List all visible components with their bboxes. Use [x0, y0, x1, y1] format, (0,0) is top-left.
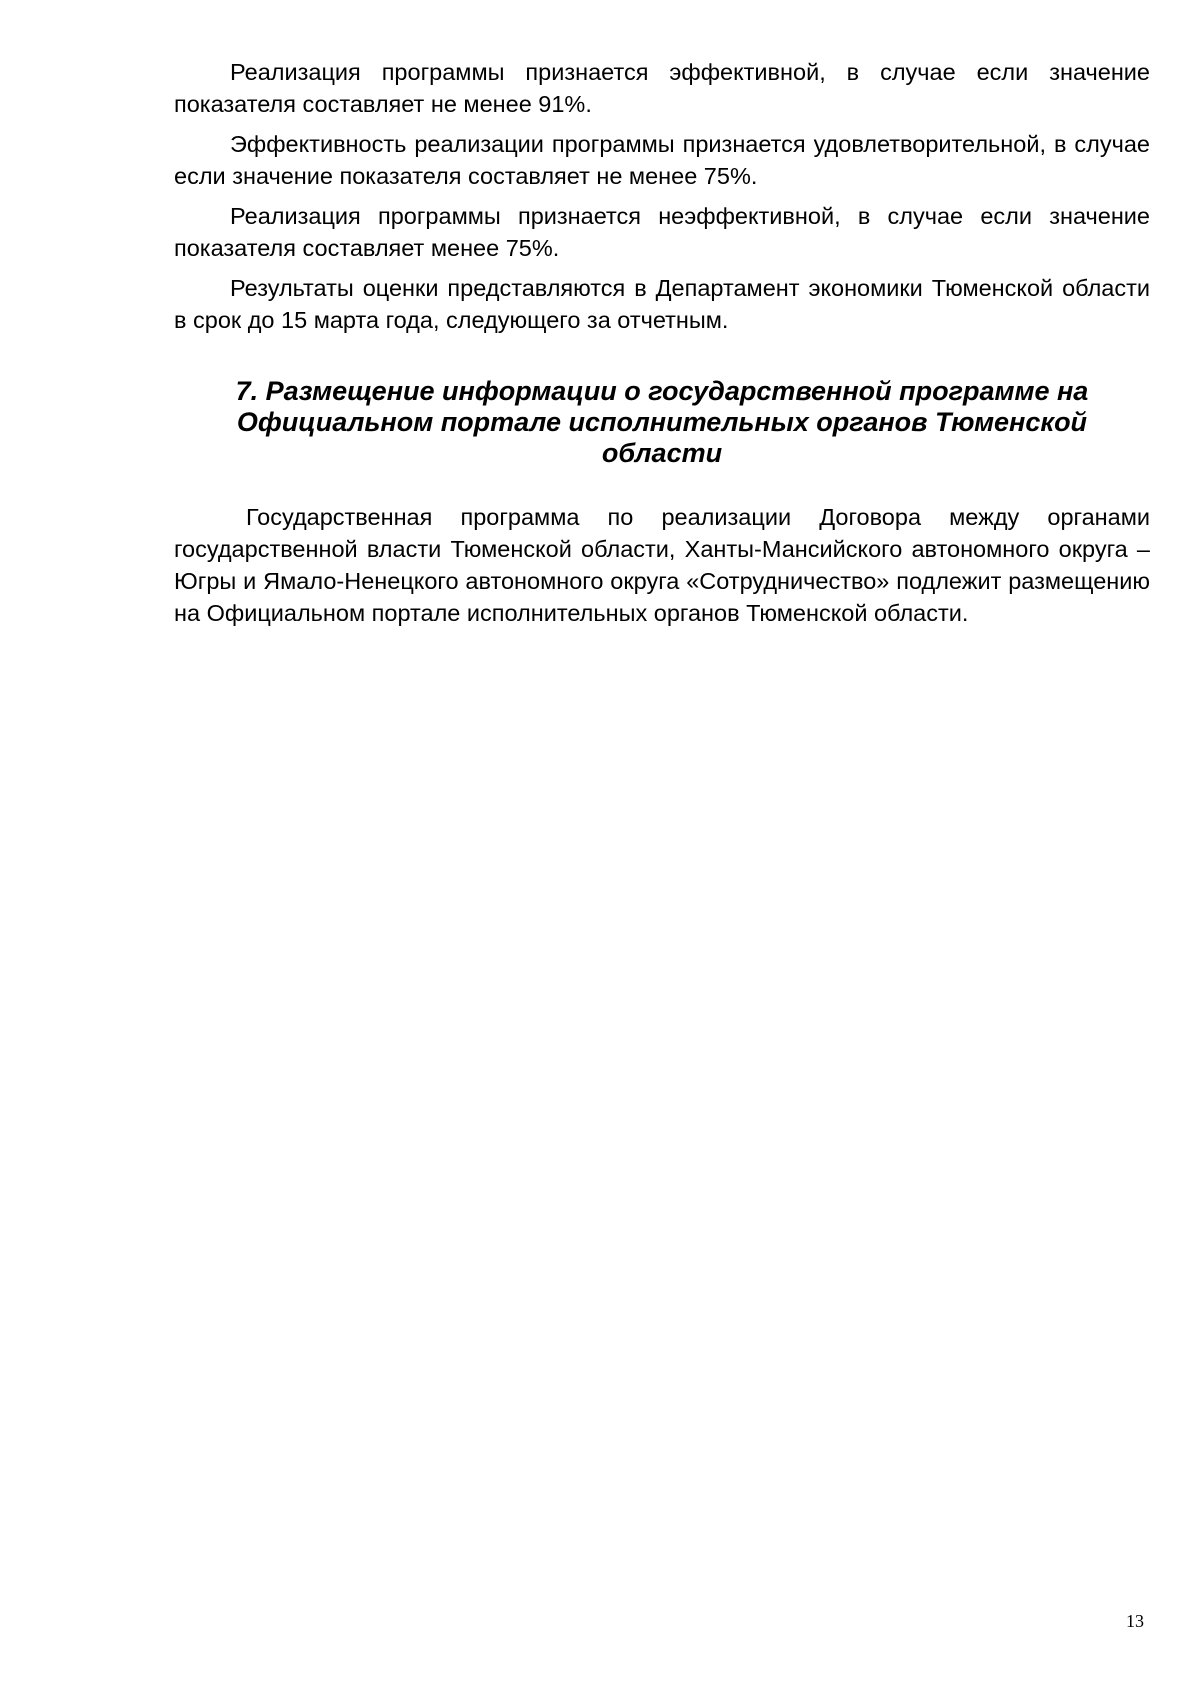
page-number: 13	[1126, 1611, 1144, 1631]
paragraph-effective: Реализация программы признается эффективной, в случае если значение показателя составляет не менее 91%.	[174, 59, 1150, 117]
paragraph-results-submission: Результаты оценки представляются в Департамент экономики Тюменской области в срок до 15 марта года, следующего за отчетным.	[174, 275, 1150, 333]
paragraph-ineffective: Реализация программы признается неэффективной, в случае если значение показателя составляет менее 75%.	[174, 203, 1150, 261]
document-page	[174, 56, 1150, 629]
paragraph-satisfactory: Эффективность реализации программы признается удовлетворительной, в случае если значение показателя составляет не менее 75%.	[174, 131, 1150, 189]
section-heading: 7. Размещение информации о государственной программе на Официальном портале исполнительных органов Тюменской области	[235, 376, 1089, 468]
section-body-paragraph: Государственная программа по реализации Договора между органами государственной власти Тюменской области, Ханты-Мансийского автономного округа – Югры и Ямало-Ненецкого автономного округа «Сотрудничество» подлежит размещению на Официальном портале исполнительных органов Тюменской области.	[174, 504, 1150, 626]
